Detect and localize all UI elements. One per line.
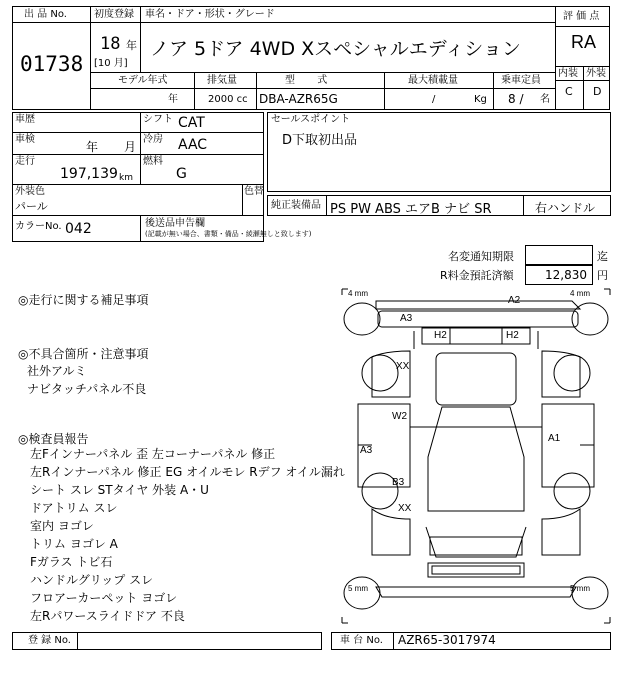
color-change-label: 色替 [244,186,264,197]
mileage: 197,139 [60,166,118,182]
model-year-label: モデル年式 [118,75,168,86]
lot-no-label: 出 品 No. [24,9,67,20]
name-change-label: 名変通知期限 [448,250,514,263]
mark-w2: W2 [392,411,407,422]
reg-year-unit: 年 [126,39,137,52]
max-load-label: 最大積載量 [408,75,458,86]
model-year-unit: 年 [168,94,178,105]
exterior-score: D [593,85,602,98]
inspector-item: フロアーカーペット ヨゴレ [30,591,178,605]
inspector-item: 左Rインナーパネル 修正 EG オイルモレ Rデフ オイル漏れ [30,465,345,479]
fuel: G [176,166,187,182]
ext-color-label: 外装色 [15,186,45,197]
inspector-label: ◎検査員報告 [18,432,89,446]
inspector-item: 室内 ヨゴレ [30,519,94,533]
inspector-item: 左Rパワースライドドア 不良 [30,609,185,623]
aircon-label: 冷房 [143,134,163,145]
steering: 右ハンドル [535,201,596,215]
shift: CAT [178,115,205,131]
capacity: 8 / [508,92,524,106]
capacity-label: 乗車定員 [501,75,541,86]
inspector-item: シート スレ STタイヤ 外装 A・U [30,483,209,497]
recycle-unit: 円 [597,269,608,282]
inspector-item: ハンドルグリップ スレ [30,573,154,587]
car-damage-diagram [340,287,612,625]
lot-no: 01738 [20,52,84,76]
mark-a1: A1 [548,433,561,444]
mark-h2-right: H2 [506,330,519,341]
inspector-item: ドアトリム スレ [30,501,118,515]
shift-label: シフト [143,114,173,125]
tire-depth-front-right: 4 mm [570,289,590,298]
grade-label: 評 価 点 [563,11,600,22]
inspection-label: 車検 [15,134,35,145]
recycle-value: 12,830 [545,268,587,282]
name-change-box [525,245,593,265]
chassis: AZR65-3017974 [398,633,496,647]
defect-item: ナビタッチパネル不良 [27,382,147,396]
mark-a2-top: A2 [508,295,521,306]
mark-b3: B3 [392,477,405,488]
history-label: 車歴 [15,114,35,125]
interior-score: C [565,85,573,98]
mark-xx-upper: XX [396,361,410,372]
inspector-list [30,445,345,625]
first-reg-label: 初度登録 [94,9,134,20]
tire-depth-front-left: 4 mm [348,289,368,298]
defects-label: ◎不具合箇所・注意事項 [18,347,149,361]
reg-year: 18 [100,34,121,54]
car-name-label: 車名・ドア・形状・グレード [145,9,275,20]
tire-depth-rear-left: 5 mm [348,584,368,593]
inspection-month: 月 [124,140,137,154]
aftermarket-note: (記載が無い場合、書類・備品・綾瀬無しと致します) [145,230,312,238]
options: PS PW ABS エアB ナビ SR [330,202,492,217]
mark-a3-top: A3 [400,313,413,324]
running-label: ◎走行に関する補足事項 [18,293,149,307]
exterior-label: 外装 [586,68,606,79]
ext-color: パール [15,200,48,213]
mark-a3-side: A3 [360,445,373,456]
mark-xx-lower: XX [398,503,412,514]
defect-item: 社外アルミ [27,364,87,378]
color-no: 042 [65,221,92,237]
max-load-slash: / [432,94,436,105]
max-load-unit: Kg [474,94,487,105]
sales-point: D下取初出品 [282,133,358,148]
inspection-year: 年 [86,140,99,154]
displacement-label: 排気量 [207,75,237,86]
defects-list [27,362,146,398]
recycle-label: R料金預託済額 [440,269,514,282]
reg-no-label: 登 録 No. [28,635,71,646]
fuel-label: 燃料 [143,156,163,167]
name-change-unit: 迄 [597,250,608,263]
type: DBA-AZR65G [259,92,338,106]
type-label: 型 式 [285,75,328,86]
color-no-label: カラーNo. [15,221,62,232]
mileage-unit: km [119,173,133,183]
capacity-unit: 名 [540,94,550,105]
inspector-item: Fガラス トビ石 [30,555,113,569]
displacement: 2000 cc [208,94,248,105]
options-label: 純正装備品 [271,200,321,211]
mark-h2-left: H2 [434,330,447,341]
aftermarket-label: 後送品申告欄 [145,218,205,229]
inspector-item: トリム ヨゴレ A [30,537,118,551]
chassis-label: 車 台 No. [340,635,383,646]
inspector-item: 左Fインナーパネル 歪 左コーナーパネル 修正 [30,447,276,461]
sales-point-label: セールスポイント [271,114,351,125]
tire-depth-rear-right: 5 mm [570,584,590,593]
car-name: ノア 5ドア 4WD Xスペシャルエディション [150,38,521,60]
interior-label: 内装 [558,68,578,79]
grade: RA [571,32,597,52]
aircon: AAC [178,137,208,153]
reg-month: [10 月] [94,58,128,69]
car-outline [340,287,612,625]
mileage-label: 走行 [15,156,35,167]
